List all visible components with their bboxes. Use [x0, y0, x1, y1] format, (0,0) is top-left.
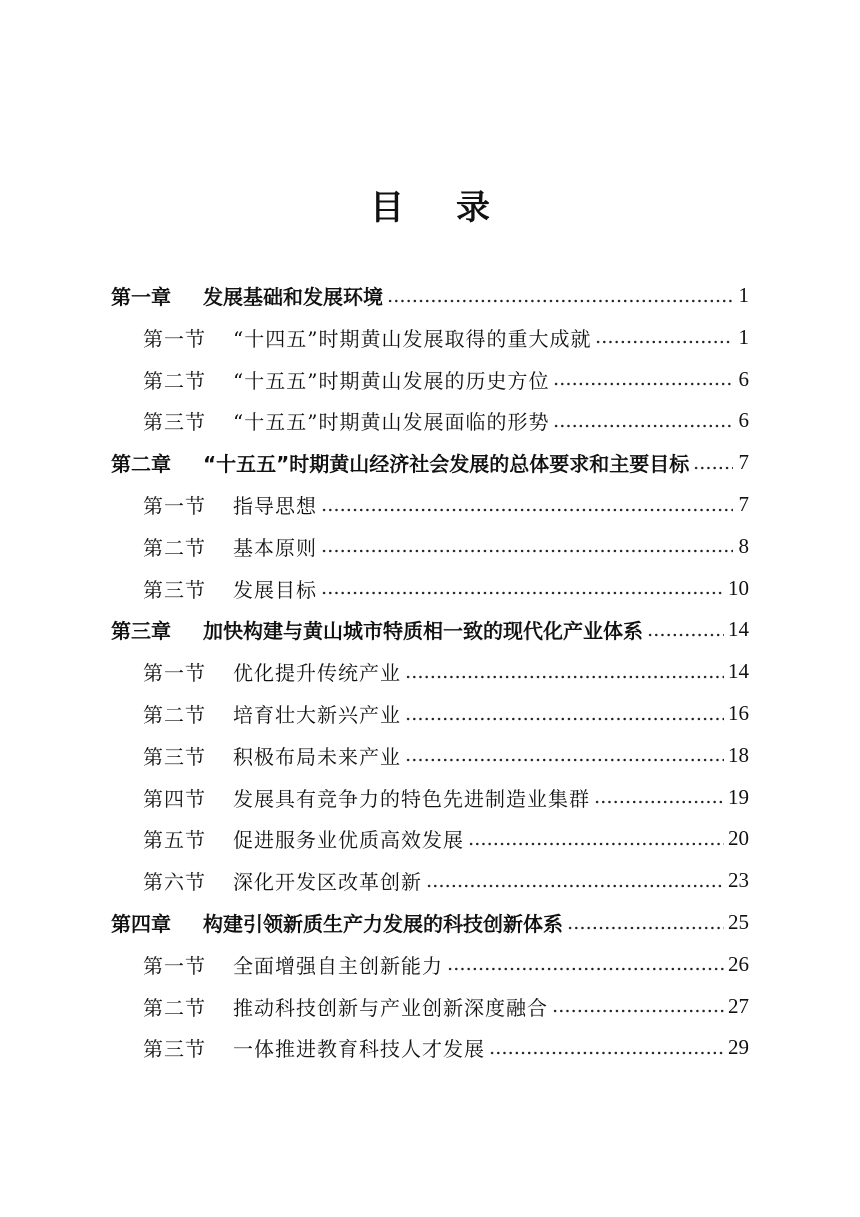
page-number: 16 — [728, 701, 749, 725]
page-number: 14 — [728, 617, 749, 642]
dot-leader — [426, 871, 724, 891]
section-title: 一体推进教育科技人才发展 — [233, 1037, 485, 1062]
section-number: 第五节 — [143, 828, 206, 853]
toc-section-entry[interactable] — [0, 651, 860, 692]
section-title: 积极布局未来产业 — [233, 744, 401, 769]
section-title: 基本原则 — [233, 535, 317, 560]
section-title: 深化开发区改革创新 — [233, 870, 422, 895]
section-title: 培育壮大新兴产业 — [233, 703, 401, 727]
toc-section-entry[interactable] — [0, 400, 860, 441]
page-number: 23 — [728, 868, 749, 893]
section-title: 全面增强自主创新能力 — [233, 953, 443, 978]
toc-section-entry[interactable] — [0, 1027, 860, 1068]
page-number: 6 — [738, 366, 749, 391]
section-title: 促进服务业优质高效发展 — [233, 828, 464, 853]
page-number: 20 — [728, 826, 749, 851]
toc-section-entry[interactable] — [0, 944, 860, 985]
section-title: 指导思想 — [233, 494, 317, 518]
dot-leader — [405, 745, 724, 765]
dot-leader — [647, 620, 724, 640]
dot-leader — [552, 996, 724, 1016]
dot-leader — [567, 913, 724, 933]
toc-section-entry[interactable] — [0, 693, 860, 734]
chapter-title: 加快构建与黄山城市特质相一致的现代化产业体系 — [203, 619, 643, 644]
dot-leader — [553, 369, 733, 389]
toc-section-entry[interactable] — [0, 568, 860, 609]
page-number: 6 — [738, 408, 749, 433]
toc-section-entry[interactable] — [0, 526, 860, 567]
dot-leader — [321, 578, 724, 598]
section-number: 第六节 — [143, 870, 206, 895]
page-title: 目录 — [370, 188, 542, 228]
section-number: 第一节 — [143, 326, 206, 351]
dot-leader — [405, 704, 724, 724]
section-number: 第四节 — [143, 786, 206, 811]
section-number: 第二节 — [143, 995, 206, 1020]
page-number: 26 — [728, 951, 749, 976]
section-number: 第一节 — [143, 661, 206, 686]
section-title: 发展具有竞争力的特色先进制造业集群 — [233, 786, 590, 811]
dot-leader — [447, 954, 724, 974]
page-number: 29 — [728, 1035, 749, 1060]
page-number: 27 — [728, 993, 749, 1018]
chapter-title: “十五五”时期黄山经济社会发展的总体要求和主要目标 — [203, 452, 690, 477]
toc-chapter-entry[interactable] — [0, 275, 860, 316]
section-title: 推动科技创新与产业创新深度融合 — [233, 995, 548, 1020]
chapter-number: 第四章 — [111, 912, 171, 936]
section-number: 第三节 — [143, 1037, 206, 1062]
section-title: “十四五”时期黄山发展取得的重大成就 — [233, 326, 592, 351]
page-number: 18 — [728, 742, 749, 767]
page-number: 7 — [738, 450, 749, 475]
section-title: “十五五”时期黄山发展面临的形势 — [233, 410, 550, 435]
dot-leader — [387, 286, 733, 306]
section-number: 第一节 — [143, 953, 206, 978]
toc-section-entry[interactable] — [0, 735, 860, 776]
chapter-title: 发展基础和发展环境 — [203, 285, 383, 309]
section-number: 第三节 — [143, 577, 206, 602]
dot-leader — [468, 829, 724, 849]
dot-leader — [594, 787, 724, 807]
dot-leader — [321, 536, 733, 556]
section-number: 第二节 — [143, 535, 206, 560]
toc-section-entry[interactable] — [0, 818, 860, 859]
page-number: 8 — [738, 533, 749, 558]
section-number: 第二节 — [143, 703, 206, 727]
section-title: 发展目标 — [233, 577, 317, 602]
toc-section-entry[interactable] — [0, 484, 860, 525]
section-title: “十五五”时期黄山发展的历史方位 — [233, 368, 550, 393]
chapter-title: 构建引领新质生产力发展的科技创新体系 — [203, 912, 563, 936]
section-number: 第二节 — [143, 368, 206, 393]
toc-chapter-entry[interactable] — [0, 442, 860, 483]
page-number: 1 — [738, 283, 749, 307]
dot-leader — [321, 495, 733, 515]
page-number: 7 — [738, 492, 749, 516]
toc-section-entry[interactable] — [0, 777, 860, 818]
section-title: 优化提升传统产业 — [233, 661, 401, 686]
chapter-number: 第一章 — [111, 285, 171, 309]
section-number: 第三节 — [143, 744, 206, 769]
page-number: 25 — [728, 910, 749, 934]
page-number: 19 — [728, 784, 749, 809]
chapter-number: 第三章 — [111, 619, 171, 644]
toc-section-entry[interactable] — [0, 986, 860, 1027]
toc-section-entry[interactable] — [0, 860, 860, 901]
dot-leader — [553, 411, 733, 431]
toc-chapter-entry[interactable] — [0, 609, 860, 650]
dot-leader — [405, 662, 724, 682]
section-number: 第三节 — [143, 410, 206, 435]
toc-section-entry[interactable] — [0, 359, 860, 400]
dot-leader — [595, 327, 733, 347]
page-number: 10 — [728, 575, 749, 600]
page-number: 1 — [738, 324, 749, 349]
toc-chapter-entry[interactable] — [0, 902, 860, 943]
dot-leader — [693, 453, 733, 473]
toc-section-entry[interactable] — [0, 317, 860, 358]
page-number: 14 — [728, 659, 749, 684]
chapter-number: 第二章 — [111, 452, 171, 477]
dot-leader — [489, 1038, 724, 1058]
section-number: 第一节 — [143, 494, 206, 518]
